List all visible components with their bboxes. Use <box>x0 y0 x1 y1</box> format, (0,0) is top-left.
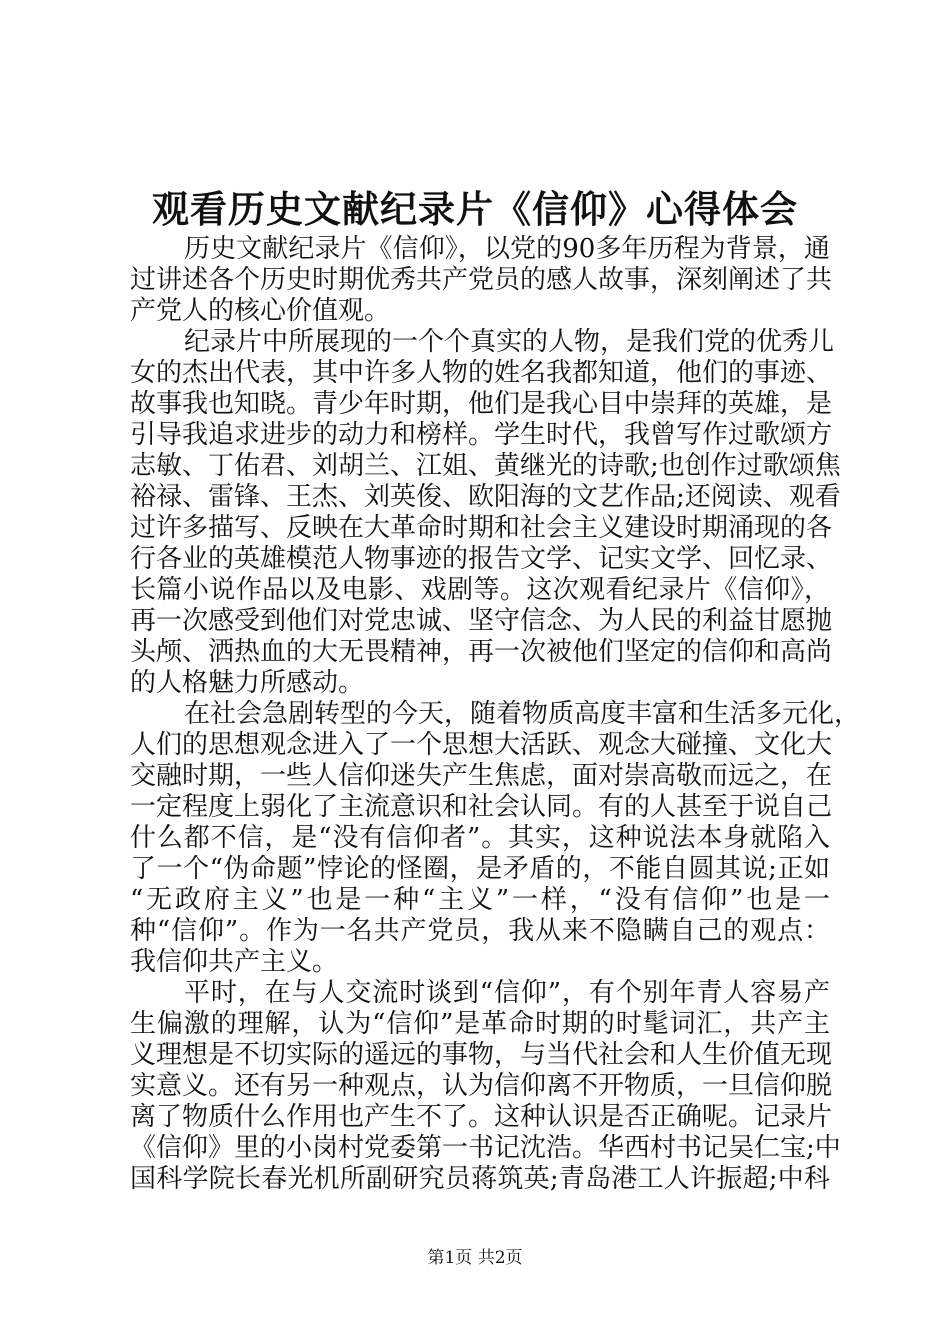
text-line: 再一次感受到他们对党忠诚、坚守信念、为人民的利益甘愿抛 <box>130 606 833 636</box>
text-line: 的人格魅力所感动。 <box>130 668 365 698</box>
text-line: 行各业的英雄模范人物事迹的报告文学、记实文学、回忆录、 <box>130 544 833 574</box>
text-line: 长篇小说作品以及电影、戏剧等。这次观看纪录片《信仰》， <box>130 575 830 605</box>
text-line: 实意义。还有另一种观点，认为信仰离不开物质，一旦信仰脱 <box>130 1071 833 1101</box>
text-line: 故事我也知晓。青少年时期，他们是我心目中崇拜的英雄，是 <box>130 389 833 419</box>
text-line: 头颅、洒热血的大无畏精神，再一次被他们坚定的信仰和高尚 <box>130 637 833 667</box>
text-line: 《信仰》里的小岗村党委第一书记沈浩。华西村书记吴仁宝;中 <box>130 1133 841 1163</box>
text-line: 义理想是不切实际的遥远的事物，与当代社会和人生价值无现 <box>130 1040 833 1070</box>
text-line: 过许多描写、反映在大革命时期和社会主义建设时期涌现的各 <box>130 513 833 543</box>
text-line: “无政府主义”也是一种“主义”一样，“没有信仰”也是一 <box>130 885 830 915</box>
text-line: 离了物质什么作用也产生不了。这种认识是否正确呢。记录片 <box>130 1102 833 1132</box>
text-line: 种“信仰”。作为一名共产党员，我从来不隐瞒自己的观点： <box>130 916 830 946</box>
document-body <box>130 234 861 1195</box>
text-line: 裕禄、雷锋、王杰、刘英俊、欧阳海的文艺作品;还阅读、观看 <box>130 482 841 512</box>
text-line: 志敏、丁佑君、刘胡兰、江姐、黄继光的诗歌;也创作过歌颂焦 <box>130 451 841 481</box>
text-line: 什么都不信，是“没有信仰者”。其实，这种说法本身就陷入 <box>130 823 830 853</box>
text-line: 我信仰共产主义。 <box>130 947 339 977</box>
page-footer: 第1页 共2页 <box>427 1248 523 1268</box>
text-line: 历史文献纪录片《信仰》，以党的90多年历程为背景，通 <box>184 234 830 264</box>
text-line: 纪录片中所展现的一个个真实的人物，是我们党的优秀儿 <box>184 327 835 357</box>
text-line: 国科学院长春光机所副研究员蒋筑英;青岛港工人许振超;中科 <box>130 1164 830 1194</box>
text-line: 产党人的核心价值观。 <box>130 296 391 326</box>
text-line: 交融时期，一些人信仰迷失产生焦虑，面对崇高敬而远之，在 <box>130 761 833 791</box>
document-title: 观看历史文献纪录片《信仰》心得体会 <box>152 187 798 231</box>
text-line: 在社会急剧转型的今天，随着物质高度丰富和生活多元化， <box>184 699 861 729</box>
text-line: 人们的思想观念进入了一个思想大活跃、观念大碰撞、文化大 <box>130 730 833 760</box>
text-line: 平时，在与人交流时谈到“信仰”，有个别年青人容易产 <box>184 978 830 1008</box>
text-line: 过讲述各个历史时期优秀共产党员的感人故事，深刻阐述了共 <box>130 265 833 295</box>
text-line: 一定程度上弱化了主流意识和社会认同。有的人甚至于说自己 <box>130 792 833 822</box>
text-line: 引导我追求进步的动力和榜样。学生时代，我曾写作过歌颂方 <box>130 420 833 450</box>
text-line: 生偏激的理解，认为“信仰”是革命时期的时髦词汇，共产主 <box>130 1009 830 1039</box>
text-line: 女的杰出代表，其中许多人物的姓名我都知道，他们的事迹、 <box>130 358 833 388</box>
text-line: 了一个“伪命题”悖论的怪圈，是矛盾的，不能自圆其说;正如 <box>130 854 830 884</box>
